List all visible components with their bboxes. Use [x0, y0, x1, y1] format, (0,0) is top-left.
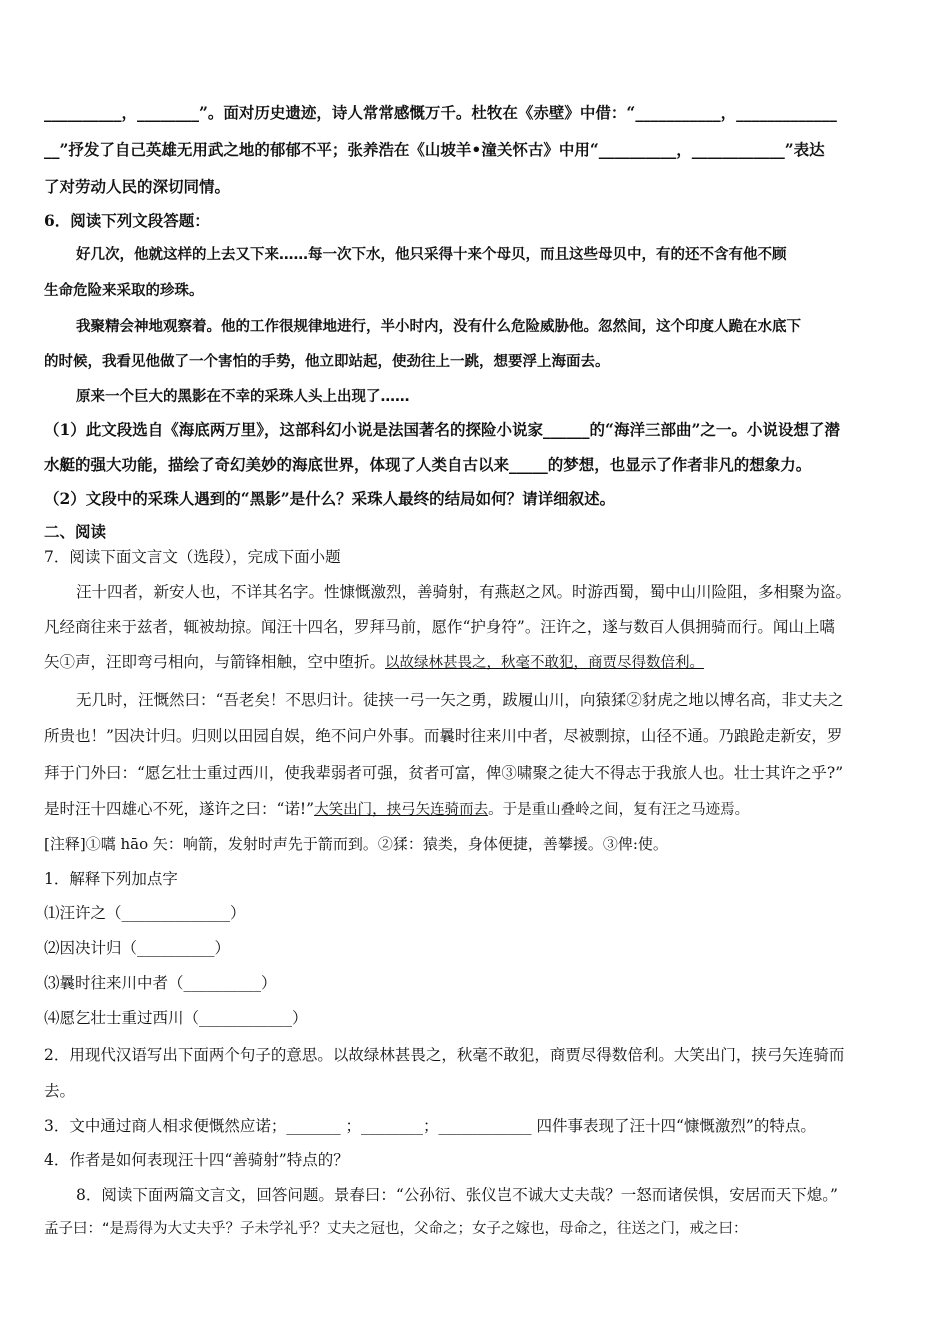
q7-sub1-item-2: ⑵因决计归（__________）	[44, 939, 231, 957]
underlined-sentence-2: 大笑出门，挟弓矢连骑而去	[314, 802, 489, 818]
q7-sub1-item-3: ⑶曩时往来川中者（__________）	[44, 974, 277, 992]
q7-annotation: [注释]①嚆 hāo 矢：响箭，发射时声先于箭而到。②猱：猿类，身体便捷，善攀援。③俾:使。	[44, 835, 668, 853]
q7-passage-p1-line-3	[44, 652, 906, 673]
q7-passage-p1-line-2: 凡经商往来于兹者，辄被劫掠。闻汪十四名，罗拜马前，愿作“护身符”。汪许之，遂与数百人俱拥骑而行。闻山上嚆	[44, 618, 835, 636]
q7-passage-p2-line-3: 拜于门外曰：“愿乞壮士重过西川，使我辈弱者可强，贫者可富，俾③啸聚之徒大不得志于我旅人也。壮士其许之乎?”	[44, 764, 844, 782]
poetry-fill-line-2: __”抒发了自己英雄无用武之地的郁郁不平；张养浩在《山坡羊•潼关怀古》中用“__________，____________”表达	[44, 140, 825, 159]
q7-passage-p2-line-1: 无几时，汪慨然曰：“吾老矣！不思归计。徒挟一弓一矢之勇，跋履山川，向猿猱②豺虎之地以博名高，非丈夫之	[76, 691, 844, 709]
q7-sub3: 3．文中通过商人相求便慨然应诺；_______ ；________；____________ 四件事表现了汪十四“慷慨激烈”的特点。	[44, 1117, 816, 1135]
q8-line-2: 孟子曰：“是焉得为大丈夫乎？子未学礼乎？丈夫之冠也，父命之；女子之嫁也，母命之，往送之门，戒之曰：	[44, 1221, 748, 1237]
q7-passage-p1-line-1: 汪十四者，新安人也，不详其名字。性慷慨激烈，善骑射，有燕赵之风。时游西蜀，蜀中山川险阻，多相聚为盗。	[76, 583, 852, 601]
q6-subquestion-2: （2）文段中的采珠人遇到的“黑影”是什么？采珠人最终的结局如何？请详细叙述。	[44, 489, 616, 508]
q7-sub4: 4．作者是如何表现汪十四“善骑射”特点的？	[44, 1151, 349, 1169]
q6-heading: 6．阅读下列文段答题：	[44, 211, 210, 230]
q6-subquestion-1-line-1: （1）此文段选自《海底两万里》，这部科幻小说是法国著名的探险小说家______的“海洋三部曲”之一。小说设想了潜	[44, 420, 840, 439]
q7-sub1-heading: 1．解释下列加点字	[44, 870, 178, 888]
q6-passage-p2-line-1: 我聚精会神地观察着。他的工作很规律地进行，半小时内，没有什么危险威胁他。忽然间，这个印度人跪在水底下	[76, 319, 801, 335]
poetry-fill-line-1: __________，________”。面对历史遗迹，诗人常常感慨万千。杜牧在《赤壁》中借：“___________，_____________	[44, 103, 837, 122]
underlined-sentence-1: 以故绿林甚畏之，秋毫不敢犯，商贾尽得数倍利。	[385, 655, 705, 671]
q6-passage-p2-line-2: 的时候，我看见他做了一个害怕的手势，他立即站起，使劲往上一跳，想要浮上海面去。	[44, 354, 610, 370]
q7-passage-p2-line-4-text: 是时汪十四雄心不死，遂许之曰：“诺!”	[44, 800, 315, 818]
q7-passage-p2-line-4-tail: 。于是重山叠岭之间，复有汪之马迹焉。	[488, 802, 750, 818]
q7-sub1-item-1: ⑴汪许之（______________）	[44, 904, 246, 922]
q7-heading: 7．阅读下面文言文（选段），完成下面小题	[44, 548, 341, 566]
q6-passage-p3: 原来一个巨大的黑影在不幸的采珠人头上出现了……	[76, 389, 410, 405]
q7-passage-p1-line-3-text: 矢①声，汪即弯弓相向，与箭锋相触，空中堕折。	[44, 653, 386, 671]
q7-passage-p2-line-4	[44, 799, 906, 820]
q6-passage-p1-line-1: 好几次，他就这样的上去又下来……每一次下水，他只采得十来个母贝，而且这些母贝中，有的还不含有他不顾	[76, 247, 787, 263]
poetry-fill-line-3: 了对劳动人民的深切同情。	[44, 177, 231, 196]
q7-sub2-line-2: 去。	[44, 1082, 76, 1100]
section-2-title: 二、阅读	[44, 522, 107, 541]
q7-sub1-item-4: ⑷愿乞壮士重过西川（____________）	[44, 1009, 308, 1027]
q7-passage-p2-line-2: 所贵也！”因决计归。归则以田园自娱，绝不问户外事。而曩时往来川中者，尽被剽掠，山径不通。乃踉跄走新安，罗	[44, 727, 843, 745]
q8-line-1: 8．阅读下面两篇文言文，回答问题。景春曰：“公孙衍、张仪岂不诚大丈夫哉？一怒而诸侯惧，安居而天下熄。”	[76, 1186, 838, 1204]
q6-passage-p1-line-2: 生命危险来采取的珍珠。	[44, 283, 204, 299]
q7-sub2-line-1: 2．用现代汉语写出下面两个句子的意思。以故绿林甚畏之，秋毫不敢犯，商贾尽得数倍利。大笑出门，挟弓矢连骑而	[44, 1046, 845, 1064]
q6-subquestion-1-line-2: 水艇的强大功能，描绘了奇幻美妙的海底世界，体现了人类自古以来_____的梦想，也显示了作者非凡的想象力。	[44, 455, 812, 474]
